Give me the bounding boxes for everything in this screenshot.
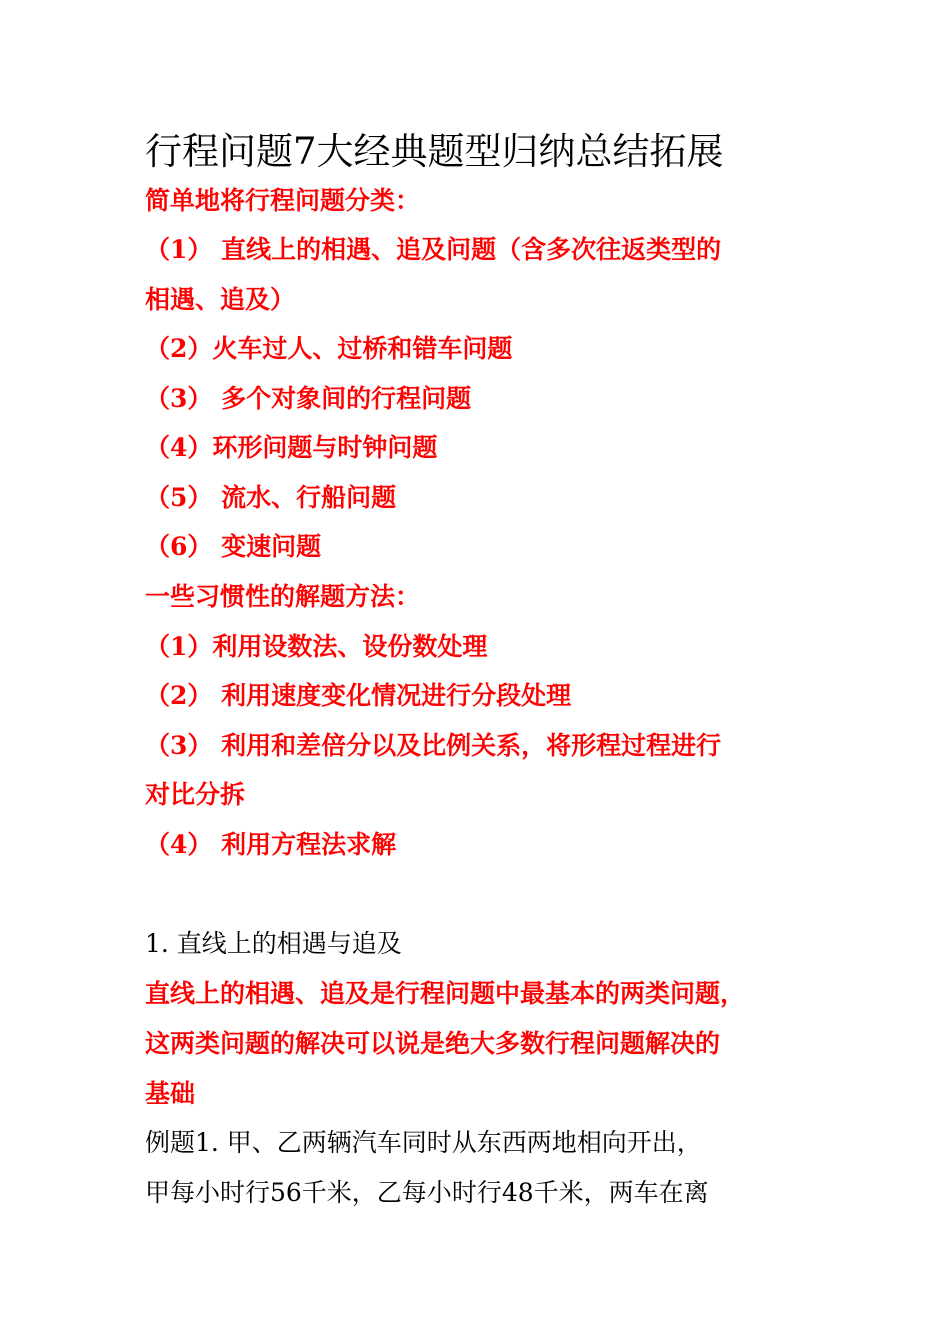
classification-item-3: （3） 多个对象间的行程问题 — [145, 384, 472, 413]
classification-item-4: （4）环形问题与时钟问题 — [145, 433, 438, 462]
classification-item-5: （5） 流水、行船问题 — [145, 483, 397, 512]
example-1-line-1: 例题1. 甲、乙两辆汽车同时从东西两地相向开出， — [145, 1128, 702, 1157]
classification-item-1-cont: 相遇、追及） — [145, 285, 296, 314]
classification-item-2: （2）火车过人、过桥和错车问题 — [145, 334, 513, 363]
method-item-4: （4） 利用方程法求解 — [145, 830, 397, 859]
method-item-2: （2） 利用速度变化情况进行分段处理 — [145, 681, 572, 710]
method-item-3: （3） 利用和差倍分以及比例关系，将形程过程进行 — [145, 731, 722, 760]
method-item-1: （1）利用设数法、设份数处理 — [145, 632, 488, 661]
classification-item-6: （6） 变速问题 — [145, 532, 322, 561]
section-1-heading: 1. 直线上的相遇与追及 — [145, 929, 402, 958]
document-title: 行程问题7大经典题型归纳总结拓展 — [145, 130, 724, 173]
classification-heading: 简单地将行程问题分类： — [145, 186, 421, 215]
section-1-intro-line-3: 基础 — [145, 1079, 196, 1108]
section-1-intro-line-1: 直线上的相遇、追及是行程问题中最基本的两类问题， — [145, 979, 746, 1008]
example-1-line-2: 甲每小时行56千米，乙每小时行48千米，两车在离 — [145, 1178, 709, 1207]
method-item-3-cont: 对比分拆 — [145, 780, 246, 809]
section-1-intro-line-2: 这两类问题的解决可以说是绝大多数行程问题解决的 — [145, 1029, 721, 1058]
methods-heading: 一些习惯性的解题方法： — [145, 582, 421, 611]
classification-item-1: （1） 直线上的相遇、追及问题（含多次往返类型的 — [145, 235, 722, 264]
